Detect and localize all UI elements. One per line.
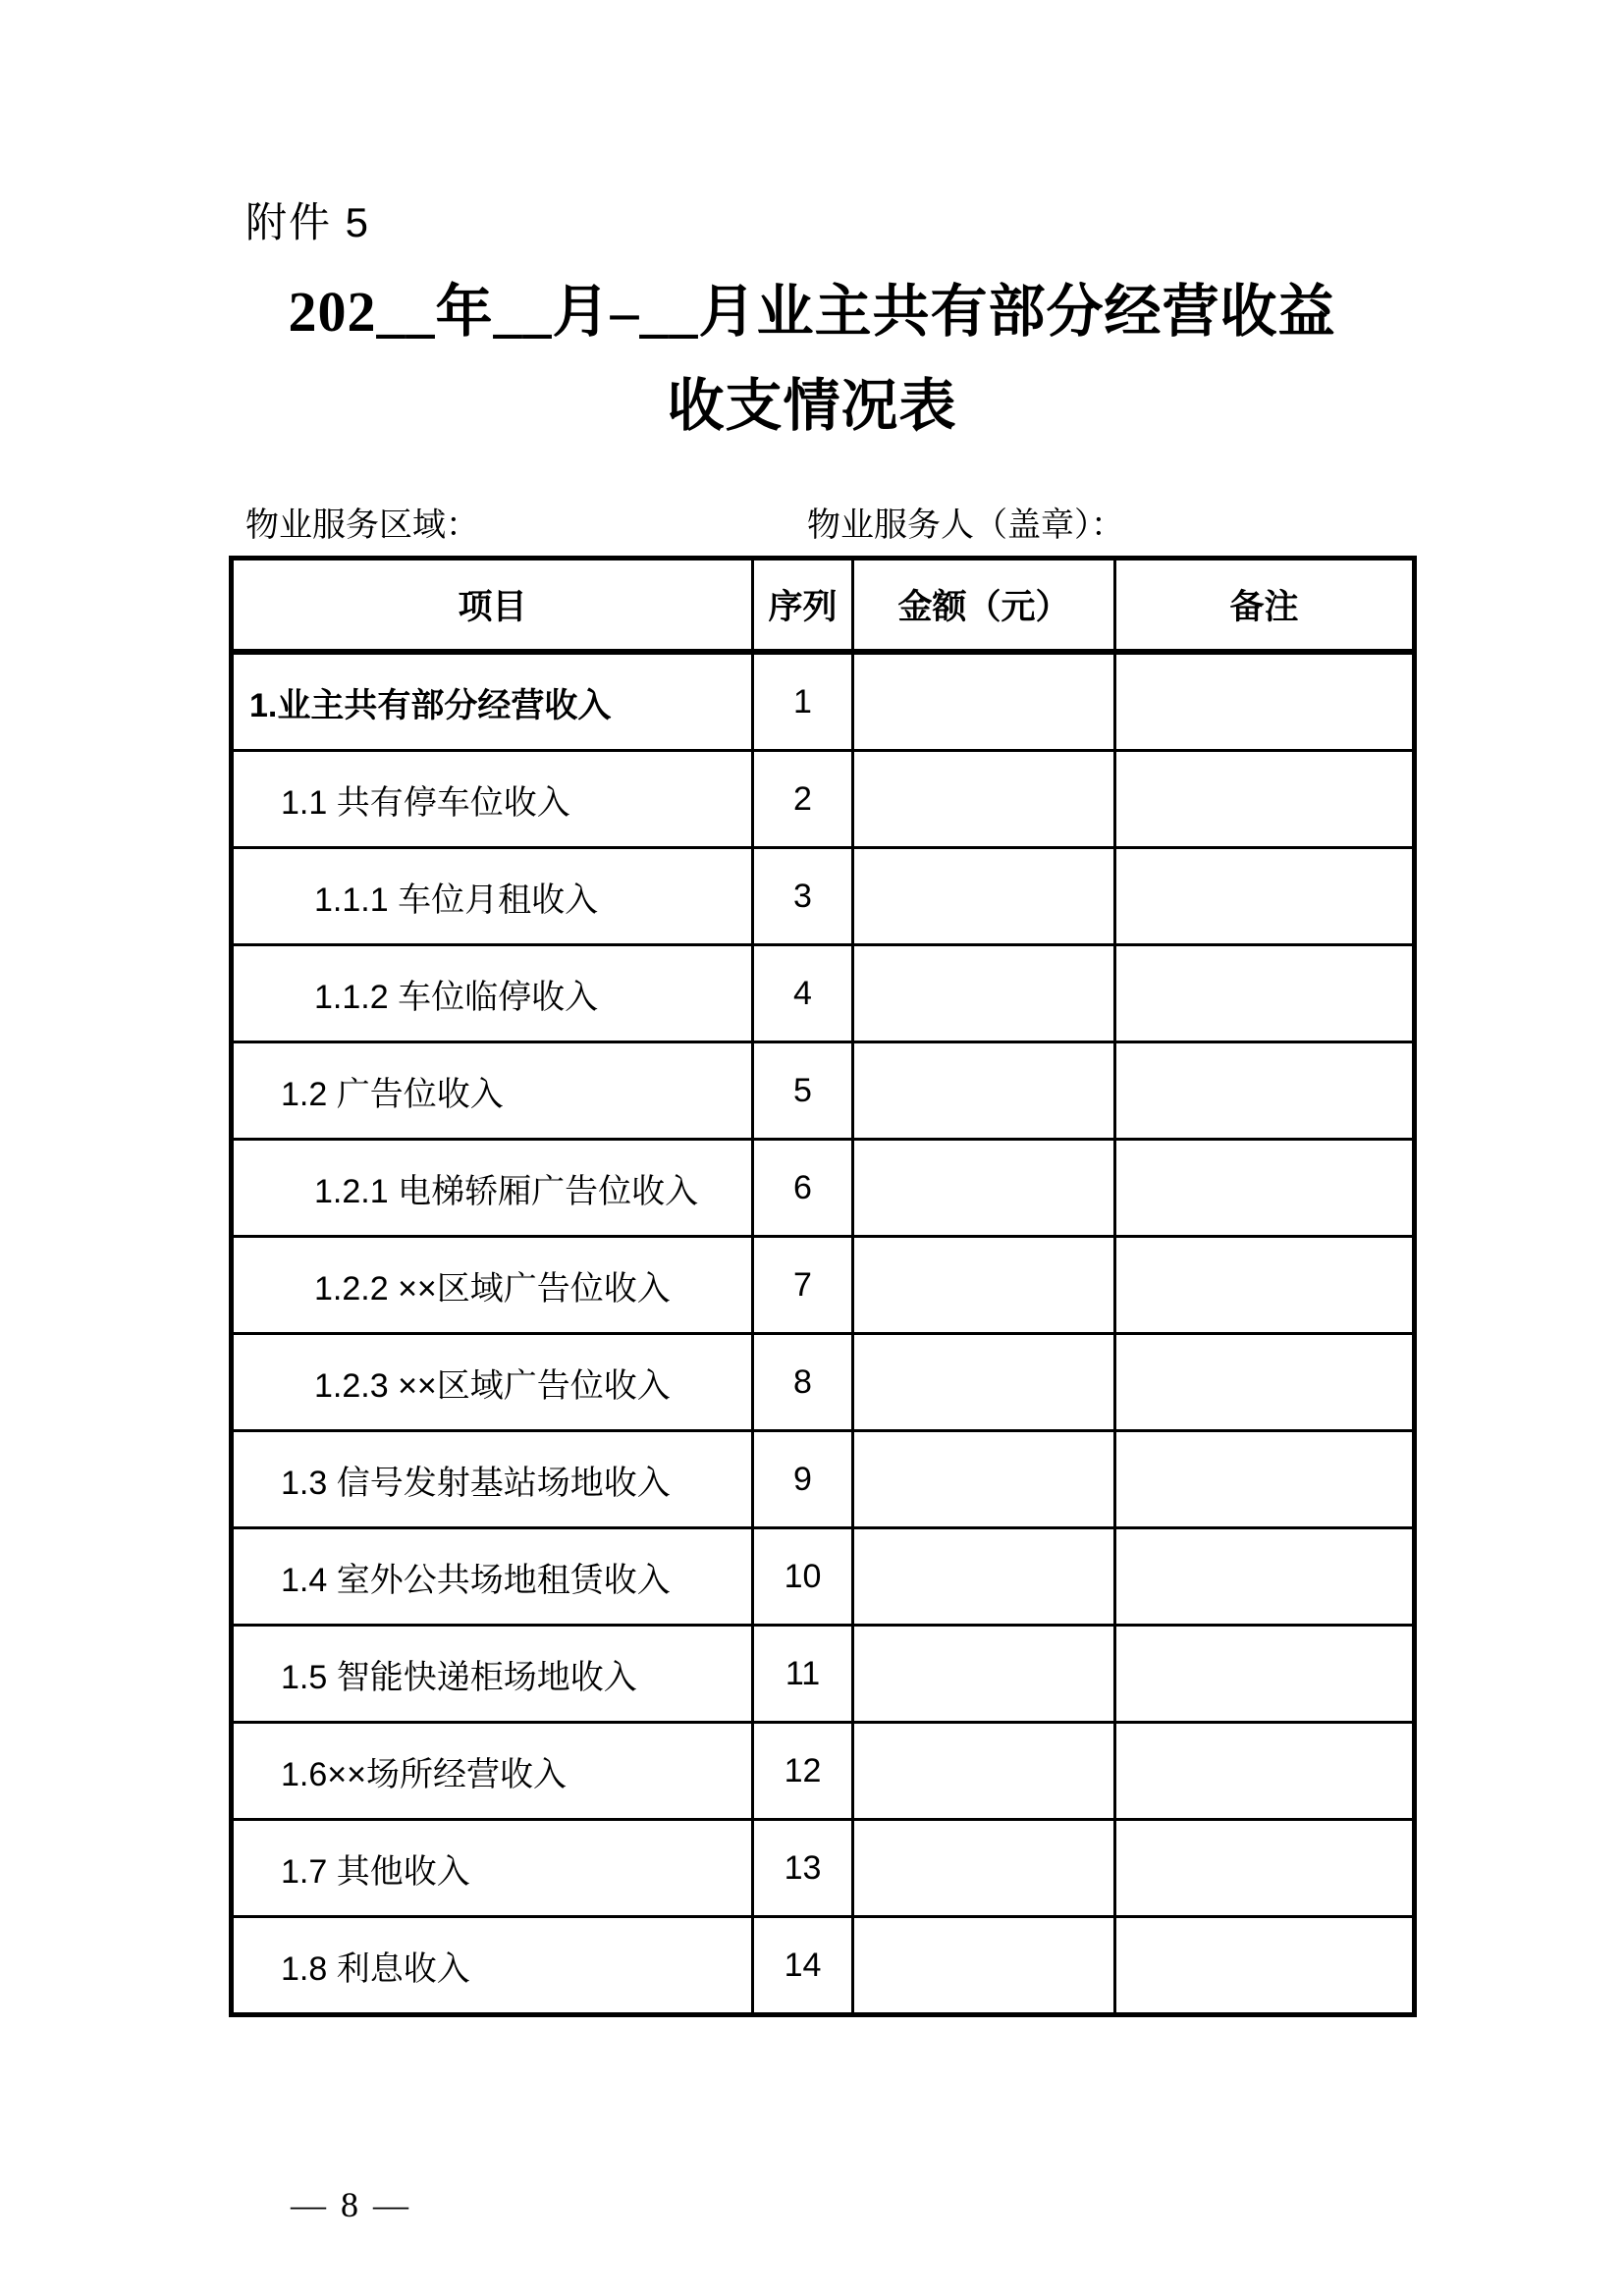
amount-cell <box>853 1820 1115 1917</box>
item-cell: 1.2.2 ××区域广告位收入 <box>232 1237 753 1334</box>
table-row <box>232 945 1415 1042</box>
note-cell <box>1115 1334 1415 1431</box>
table-header-row <box>232 559 1415 653</box>
table-row <box>232 1237 1415 1334</box>
note-cell <box>1115 652 1415 751</box>
sequence-cell: 7 <box>753 1237 853 1334</box>
table-row <box>232 652 1415 751</box>
column-header-amount: 金额（元） <box>853 559 1115 653</box>
page-number: — 8 — <box>291 2185 408 2224</box>
column-header-seq: 序列 <box>753 559 853 653</box>
item-cell: 1.2 广告位收入 <box>232 1042 753 1140</box>
amount-cell <box>853 848 1115 945</box>
item-cell: 1.5 智能快递柜场地收入 <box>232 1626 753 1723</box>
table-row <box>232 1917 1415 2015</box>
sequence-cell: 9 <box>753 1431 853 1528</box>
sequence-cell: 1 <box>753 652 853 751</box>
item-cell: 1.3 信号发射基站场地收入 <box>232 1431 753 1528</box>
note-cell <box>1115 848 1415 945</box>
item-cell: 1.2.1 电梯轿厢广告位收入 <box>232 1140 753 1237</box>
sequence-cell: 12 <box>753 1723 853 1820</box>
item-cell: 1.1 共有停车位收入 <box>232 751 753 848</box>
note-cell <box>1115 751 1415 848</box>
amount-cell <box>853 1723 1115 1820</box>
amount-cell <box>853 751 1115 848</box>
table-row <box>232 1820 1415 1917</box>
sequence-cell: 13 <box>753 1820 853 1917</box>
amount-cell <box>853 1431 1115 1528</box>
sequence-cell: 5 <box>753 1042 853 1140</box>
table-row <box>232 1042 1415 1140</box>
note-cell <box>1115 1140 1415 1237</box>
note-cell <box>1115 1042 1415 1140</box>
document-title-line2: 收支情况表 <box>667 374 957 438</box>
table-row <box>232 1334 1415 1431</box>
sequence-cell: 11 <box>753 1626 853 1723</box>
amount-cell <box>853 652 1115 751</box>
item-cell: 1.7 其他收入 <box>232 1820 753 1917</box>
document-title-line1: 202__年__月–__月业主共有部分经营收益 <box>288 280 1336 344</box>
sequence-cell: 3 <box>753 848 853 945</box>
table-row <box>232 1140 1415 1237</box>
document-title <box>0 265 1624 454</box>
item-cell: 1.6××场所经营收入 <box>232 1723 753 1820</box>
item-cell: 1.4 室外公共场地租赁收入 <box>232 1528 753 1626</box>
table-row <box>232 1723 1415 1820</box>
sequence-cell: 2 <box>753 751 853 848</box>
sequence-cell: 14 <box>753 1917 853 2015</box>
table-row <box>232 751 1415 848</box>
sequence-cell: 4 <box>753 945 853 1042</box>
note-cell <box>1115 1626 1415 1723</box>
amount-cell <box>853 1334 1115 1431</box>
note-cell <box>1115 1723 1415 1820</box>
column-header-item: 项目 <box>232 559 753 653</box>
item-cell: 1.2.3 ××区域广告位收入 <box>232 1334 753 1431</box>
amount-cell <box>853 1528 1115 1626</box>
sequence-cell: 10 <box>753 1528 853 1626</box>
note-cell <box>1115 1431 1415 1528</box>
item-cell: 1.1.1 车位月租收入 <box>232 848 753 945</box>
amount-cell <box>853 1626 1115 1723</box>
note-cell <box>1115 1237 1415 1334</box>
service-provider-label: 物业服务人（盖章）： <box>807 507 1124 544</box>
table-row <box>232 1431 1415 1528</box>
attachment-label: 附件 5 <box>245 199 371 245</box>
amount-cell <box>853 1237 1115 1334</box>
note-cell <box>1115 1917 1415 2015</box>
note-cell <box>1115 945 1415 1042</box>
sequence-cell: 6 <box>753 1140 853 1237</box>
amount-cell <box>853 1917 1115 2015</box>
service-region-label: 物业服务区域： <box>245 507 479 544</box>
table-row <box>232 1528 1415 1626</box>
amount-cell <box>853 945 1115 1042</box>
amount-cell <box>853 1140 1115 1237</box>
table-row <box>232 1626 1415 1723</box>
item-cell: 1.8 利息收入 <box>232 1917 753 2015</box>
note-cell <box>1115 1820 1415 1917</box>
column-header-note: 备注 <box>1115 559 1415 653</box>
note-cell <box>1115 1528 1415 1626</box>
income-expense-table <box>229 556 1417 2017</box>
amount-cell <box>853 1042 1115 1140</box>
item-cell: 1.1.2 车位临停收入 <box>232 945 753 1042</box>
table-row <box>232 848 1415 945</box>
item-cell: 1.业主共有部分经营收入 <box>232 652 753 751</box>
sequence-cell: 8 <box>753 1334 853 1431</box>
